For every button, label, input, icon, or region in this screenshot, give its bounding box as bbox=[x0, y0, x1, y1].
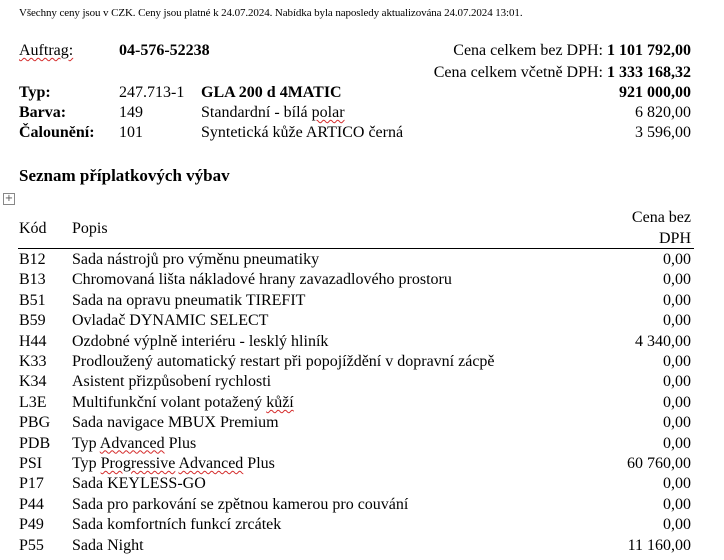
option-code: B13 bbox=[19, 271, 46, 289]
table-row bbox=[0, 312, 724, 332]
option-code: B12 bbox=[19, 251, 46, 268]
total-excl-vat-value: 1 101 792,00 bbox=[607, 42, 691, 59]
option-price: 0,00 bbox=[663, 373, 691, 391]
option-code: K34 bbox=[19, 373, 47, 391]
color-name bbox=[201, 104, 345, 122]
option-code: P44 bbox=[19, 495, 44, 513]
option-price: 0,00 bbox=[663, 291, 691, 309]
table-row bbox=[0, 516, 724, 536]
option-description: Ozdobné výplně interiéru - lesklý hliník bbox=[72, 332, 329, 350]
table-row bbox=[0, 373, 724, 393]
table-row bbox=[0, 271, 724, 291]
type-price: 921 000,00 bbox=[619, 84, 691, 101]
option-price: 0,00 bbox=[663, 434, 691, 452]
option-code: P49 bbox=[19, 516, 44, 534]
table-row bbox=[0, 455, 724, 475]
table-row bbox=[0, 414, 724, 434]
order-label: Auftrag: bbox=[19, 42, 74, 59]
table-row bbox=[0, 333, 724, 353]
option-description: Sada pro parkování se zpětnou kamerou pro couvání bbox=[72, 495, 409, 513]
option-description: Prodloužený automatický restart při popojíždění v dopravní zácpě bbox=[72, 353, 495, 370]
column-header-code: Kód bbox=[19, 220, 47, 237]
upholstery-price: 3 596,00 bbox=[635, 124, 691, 141]
option-price: 0,00 bbox=[663, 353, 691, 370]
total-incl-vat-label: Cena celkem včetně DPH: bbox=[433, 64, 603, 81]
table-move-handle-icon[interactable]: + bbox=[4, 193, 14, 204]
option-code: K33 bbox=[19, 353, 47, 370]
option-code: P55 bbox=[19, 536, 44, 554]
option-description: Ovladač DYNAMIC SELECT bbox=[72, 312, 269, 330]
table-row bbox=[0, 353, 724, 373]
option-code: PSI bbox=[19, 455, 43, 472]
option-code: PDB bbox=[19, 434, 51, 452]
option-code: B51 bbox=[19, 291, 46, 309]
table-row bbox=[0, 394, 724, 414]
table-row bbox=[0, 475, 724, 495]
option-description: Sada komfortních funkcí zrcátek bbox=[72, 516, 282, 534]
option-price: 4 340,00 bbox=[635, 332, 691, 350]
upholstery-name: Syntetická kůže ARTICO černá bbox=[201, 124, 404, 141]
table-row bbox=[0, 496, 724, 516]
option-price: 60 760,00 bbox=[627, 455, 691, 472]
option-price: 0,00 bbox=[663, 312, 691, 330]
option-description: Typ Progressive Advanced Plus bbox=[72, 455, 275, 472]
option-price: 0,00 bbox=[663, 271, 691, 289]
option-description: Sada navigace MBUX Premium bbox=[72, 414, 279, 432]
column-header-price-line2: DPH bbox=[658, 230, 691, 247]
total-excl-vat bbox=[453, 42, 691, 60]
option-code: B59 bbox=[19, 312, 46, 330]
color-price: 6 820,00 bbox=[635, 104, 691, 121]
option-price: 0,00 bbox=[663, 251, 691, 268]
option-price: 11 160,00 bbox=[627, 536, 691, 554]
option-code: P17 bbox=[19, 475, 44, 493]
total-incl-vat bbox=[434, 64, 691, 82]
options-section-title: Seznam příplatkových výbav bbox=[19, 166, 230, 185]
table-row bbox=[0, 537, 724, 557]
option-price: 0,00 bbox=[663, 393, 691, 411]
option-description: Sada Night bbox=[72, 536, 144, 554]
option-price: 0,00 bbox=[663, 516, 691, 534]
order-number: 04-576-52238 bbox=[119, 42, 210, 59]
total-incl-vat-value: 1 333 168,32 bbox=[607, 64, 691, 81]
option-code: PBG bbox=[19, 414, 51, 432]
table-row bbox=[0, 251, 724, 271]
option-description: Chromovaná lišta nákladové hrany zavazadlového prostoru bbox=[72, 271, 452, 289]
option-description: Asistent přizpůsobení rychlosti bbox=[72, 373, 272, 391]
table-row bbox=[0, 292, 724, 312]
option-description: Multifunkční volant potažený kůží bbox=[72, 393, 294, 411]
type-name: GLA 200 d 4MATIC bbox=[201, 84, 342, 101]
option-description: Sada KEYLESS-GO bbox=[72, 475, 206, 493]
upholstery-code: 101 bbox=[119, 124, 143, 141]
option-description: Sada na opravu pneumatik TIREFIT bbox=[72, 291, 306, 309]
price-validity-note: Všechny ceny jsou v CZK. Ceny jsou platné k 24.07.2024. Nabídka byla naposledy aktualizována 24.07.2024 13:01. bbox=[19, 7, 523, 19]
option-description: Typ Advanced Plus bbox=[72, 434, 197, 452]
color-name-polar: polar bbox=[311, 104, 345, 121]
header-divider bbox=[18, 248, 694, 249]
total-excl-vat-label: Cena celkem bez DPH: bbox=[453, 42, 603, 59]
upholstery-label: Čalounění: bbox=[19, 124, 95, 141]
option-description: Sada nástrojů pro výměnu pneumatiky bbox=[72, 251, 320, 268]
type-label: Typ: bbox=[19, 84, 51, 101]
option-price: 0,00 bbox=[663, 495, 691, 513]
type-code: 247.713-1 bbox=[119, 84, 185, 101]
option-price: 0,00 bbox=[663, 475, 691, 493]
option-price: 0,00 bbox=[663, 414, 691, 432]
table-row bbox=[0, 435, 724, 455]
option-code: H44 bbox=[19, 332, 47, 350]
column-header-price-line1: Cena bez bbox=[631, 209, 691, 226]
color-label: Barva: bbox=[19, 104, 67, 121]
option-code: L3E bbox=[19, 393, 47, 411]
column-header-desc: Popis bbox=[72, 220, 108, 237]
color-name-part: Standardní - bílá bbox=[201, 104, 312, 121]
color-code: 149 bbox=[119, 104, 143, 121]
